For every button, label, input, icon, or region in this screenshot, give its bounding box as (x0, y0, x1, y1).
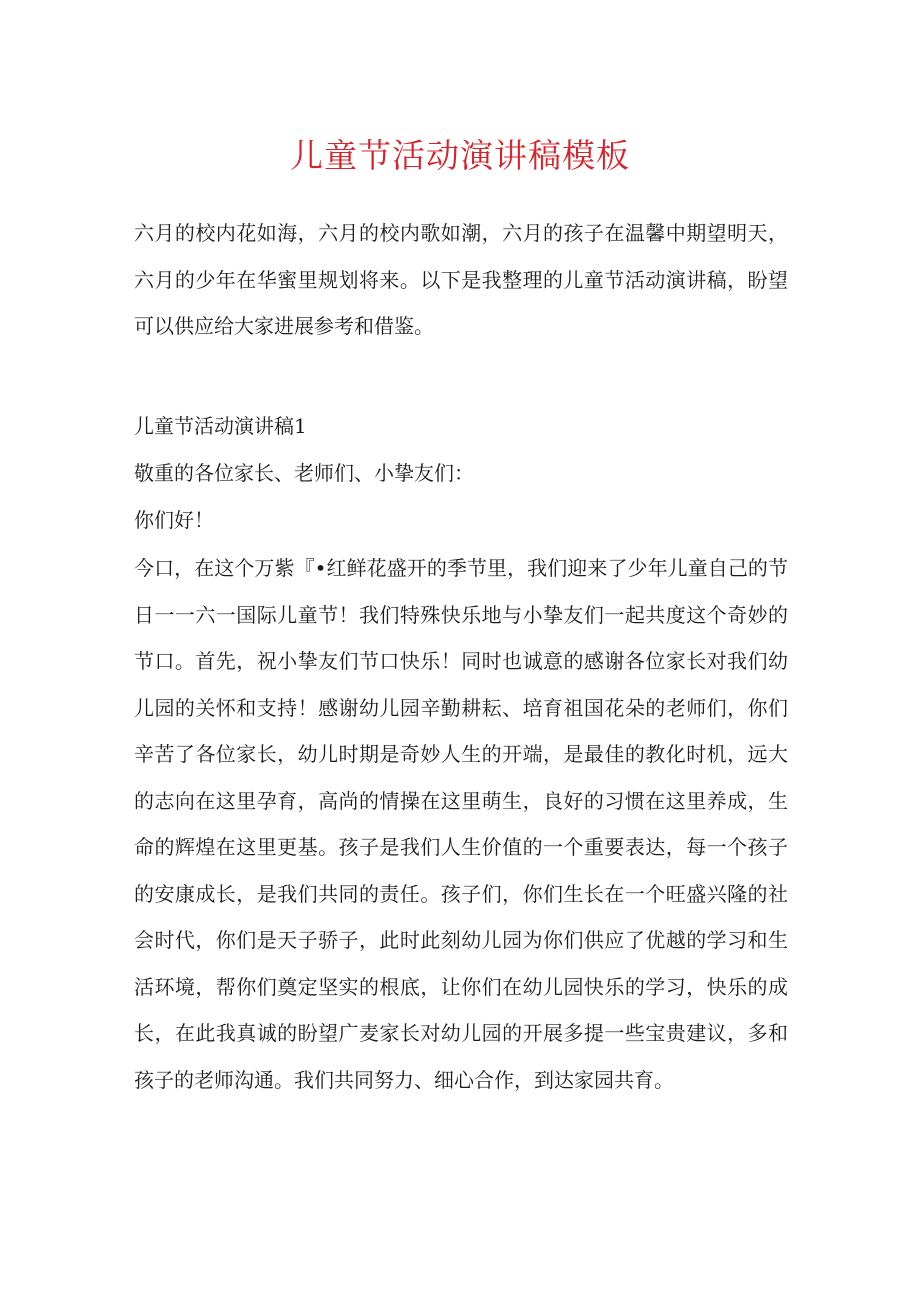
speech-hello: 你们好！ (134, 508, 214, 532)
speech-body-paragraph: 今口，在这个万紫『•红鲜花盛开的季节里，我们迎来了少年儿童自己的节日一一六一国际儿童节！我们特殊快乐地与小挚友们一起共度这个奇妙的节口。首先，祝小挚友们节口快乐！同时也诚意的感谢各位家长对我们幼儿园的关怀和支持！感谢幼儿园辛勤耕耘、培育祖国花朵的老师们，你们辛苦了各位家长，幼儿时期是奇妙人生的开端，是最佳的教化时机，远大的志向在这里孕育，高尚的情操在这里萌生，良好的习惯在这里养成，生命的辉煌在这里更基。孩子是我们人生价值的一个重要表达，每一个孩子的安康成长，是我们共同的责任。孩子们，你们生长在一个旺盛兴隆的社会时代，你们是天子骄子，此时此刻幼儿园为你们供应了优越的学习和生活环境，帮你们奠定坚实的根底，让你们在幼儿园快乐的学习，快乐的成长，在此我真诚的盼望广麦家长对幼儿园的开展多提一些宝贵建议，多和孩子的老师沟通。我们共同努力、细心合作，到达家园共育。 (134, 556, 788, 1092)
intro-paragraph: 六月的校内花如海，六月的校内歌如潮，六月的孩子在温馨中期望明天，六月的少年在华蜜里规划将来。以下是我整理的儿童节活动演讲稿，盼望可以供应给大家进展参考和借鉴。 (134, 221, 788, 338)
section-heading: 儿童节活动演讲稿1 (134, 414, 307, 438)
speech-greeting: 敬重的各位家长、老师们、小挚友们： (134, 461, 474, 485)
document-title: 儿童节活动演讲稿模板 (290, 136, 630, 175)
